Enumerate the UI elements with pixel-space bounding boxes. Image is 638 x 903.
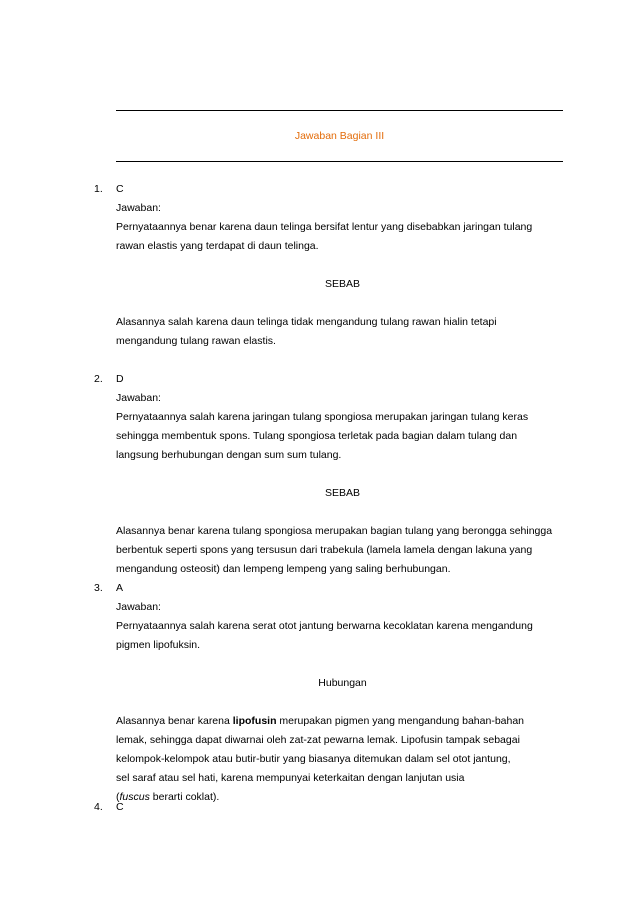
reason-line: Alasannya salah karena daun telinga tidak mengandung tulang rawan hialin tetapi [116,316,497,328]
bottom-rule [116,161,563,162]
jawaban-label: Jawaban: [116,601,161,613]
statement-line: Pernyataannya benar karena daun telinga bersifat lentur yang disebabkan jaringan tulang [116,221,533,233]
statement-line: rawan elastis yang terdapat di daun telinga. [116,240,319,252]
reason-text: Alasannya benar karena [116,715,233,727]
question-number: 3. [94,582,103,594]
section-title: Jawaban Bagian III [294,130,385,142]
statement-line: langsung berhubungan dengan sum sum tulang. [116,449,342,461]
italic-term: fuscus [119,791,150,803]
reason-line: mengandung osteosit) dan lempeng lempeng yang saling berhubungan. [116,563,451,575]
question-number: 4. [94,801,103,813]
answer-letter: A [116,582,124,594]
reason-text: ( [116,791,120,803]
statement-line: sehingga membentuk spons. Tulang spongiosa terletak pada bagian dalam tulang dan [116,430,518,442]
reason-line: lemak, sehingga dapat diwarnai oleh zat-zat pewarna lemak. Lipofusin tampak sebagai [116,734,520,746]
reason-line: kelompok-kelompok atau butir-butir yang biasanya ditemukan dalam sel otot jantung, [116,753,511,765]
question-number: 2. [94,373,103,385]
reason-line: mengandung tulang rawan elastis. [116,335,276,347]
question-4 [94,798,569,817]
connector-label: Hubungan [318,677,367,689]
reason-line: sel saraf atau sel hati, karena mempunyai keterkaitan dengan lanjutan usia [116,772,465,784]
question-1 [94,180,569,351]
reason-text: berarti coklat). [149,791,220,803]
connector-label: SEBAB [324,278,361,290]
reason-line [116,712,569,731]
answer-letter: C [116,183,124,195]
question-2 [94,370,569,579]
statement-line: Pernyataannya salah karena jaringan tulang spongiosa merupakan jaringan tulang keras [116,411,529,423]
answer-letter: D [116,373,124,385]
reason-line: berbentuk seperti spons yang tersusun dari trabekula (lamela lamela dengan lakuna yang [116,544,533,556]
reason-text: merupakan pigmen yang mengandung bahan-bahan [276,715,525,727]
jawaban-label: Jawaban: [116,202,161,214]
answer-letter: C [116,801,124,813]
question-number: 1. [94,183,103,195]
question-3 [94,579,569,807]
jawaban-label: Jawaban: [116,392,161,404]
statement-line: Pernyataannya salah karena serat otot jantung berwarna kecoklatan karena mengandung [116,620,533,632]
top-rule [116,110,563,111]
connector-label: SEBAB [324,487,361,499]
bold-term: lipofusin [232,715,277,727]
statement-line: pigmen lipofuksin. [116,639,201,651]
reason-line: Alasannya benar karena tulang spongiosa merupakan bagian tulang yang berongga sehingga [116,525,553,537]
